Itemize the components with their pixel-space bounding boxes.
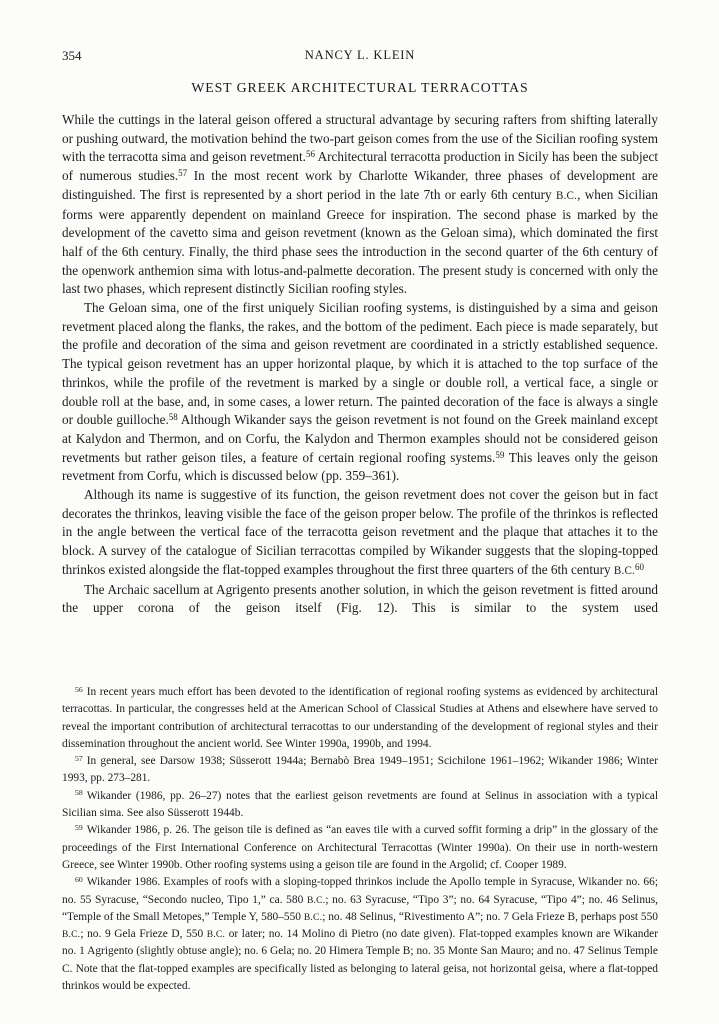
footnote-number: 60 xyxy=(75,874,83,884)
footnote-number: 59 xyxy=(75,822,83,832)
footnote: $^{58}$ Wikander (1986, pp. 26–27) notes that the earliest geison revetments are found at Selinus in association with a typical Sicilian sima. See also Süsserott 1944b. xyxy=(62,788,658,820)
small-caps-bc: B.C. xyxy=(303,911,323,923)
page-header xyxy=(62,48,658,64)
article-body xyxy=(62,111,658,618)
footnote: $^{59}$ Wikander 1986, p. 26. The geison tile is defined as “an eaves tile with a curved soffit forming a drip” in the glossary of the proceedings of the First International Conference on Architectural Terracottas (Winter 1990a). On their use in north-western Greece, see Winter 1990b. Other roofing systems using a geison tile are found in the Argolid; cf. Cooper 1989. xyxy=(62,822,658,871)
small-caps-bc: B.C. xyxy=(62,929,81,941)
footnote-number: 56 xyxy=(75,684,83,694)
footnote: $^{57}$ In general, see Darsow 1938; Süsserott 1944a; Bernabò Brea 1949–1951; Scichilone 1961–1962; Wikander 1986; Winter 1993, pp. 273–281. xyxy=(62,753,658,785)
page-number: 354 xyxy=(62,48,82,63)
body-paragraph: While the cuttings in the lateral geison offered a structural advantage by securing rafters from shifting laterally or pushing outward, the motivation behind the two-part geison comes from the use of the Sicilian roofing system with the terracotta sima and geison revetment.$^{56}$ Architectural terracotta production in Sicily has been the subject of numerous studies.$^{57}$ In the most recent work by Charlotte Wikander, three phases of development are distinguished. The first is represented by a short period in the late 7th or early 6th century B.C., when Sicilian forms were apparently dependent on mainland Greece for inspiration. The second phase is marked by the development of the cavetto sima and geison revetment (known as the Geloan sima), which dominated the first half of the 6th century. Finally, the third phase sees the introduction in the second quarter of the 6th century of the openwork anthemion sima with lotus-and-palmette decoration. The present study is concerned with only the last two phases, which represent distinctly Sicilian roofing styles. xyxy=(62,112,658,297)
footnotes xyxy=(62,684,658,995)
article-title: WEST GREEK ARCHITECTURAL TERRACOTTAS xyxy=(191,80,529,95)
small-caps-bc: B.C. xyxy=(206,929,226,941)
body-paragraph: The Archaic sacellum at Agrigento presents another solution, in which the geison revetment is fitted around the upper corona of the geison itself (Fig. 12). This is similar to the system used xyxy=(62,581,658,616)
footnote: $^{60}$ Wikander 1986. Examples of roofs with a sloping-topped thrinkos include the Apollo temple in Syracuse, Wikander no. 66; no. 55 Syracuse, “Secondo nucleo, Tipo 1,” ca. 580 B.C.; no. 63 Syracuse, “Tipo 3”; no. 64 Syracuse, “Tipo 4”; no. 46 Selinus, “Temple of the Small Metopes,” Temple Y, 580–550 B.C.; no. 48 Selinus, “Rivestimento A”; no. 7 Gela Frieze B, perhaps post 550 B.C.; no. 9 Gela Frieze D, 550 B.C. or later; no. 14 Molino di Pietro (no date given). Flat-topped examples known are Wikander no. 1 Agrigento (slightly obtuse angle); no. 6 Gela; no. 20 Himera Temple B; no. 35 Monte San Mauro; and no. 47 Selinus Temple C. Note that the flat-topped examples are specifically listed as belonging to lateral geisa, not horizontal geisa, where a flat-topped thrinkos would be expected. xyxy=(62,874,659,993)
small-caps-bc: B.C. xyxy=(613,564,636,577)
footnote-ref: 59 xyxy=(495,449,505,460)
footnote-number: 58 xyxy=(75,788,83,798)
body-paragraph: Although its name is suggestive of its function, the geison revetment does not cover the geison but in fact decorates the thrinkos, leaving visible the face of the geison proper below. The profile of the thrinkos is reflected in the angle between the vertical face of the terracotta geison revetment and the plaque that attaches it to the block. A survey of the catalogue of Sicilian terracottas compiled by Wikander suggests that the sloping-topped thrinkos existed alongside the flat-topped examples throughout the first three quarters of the 6th century B.C.$^{60}$ xyxy=(62,487,658,577)
running-head: NANCY L. KLEIN xyxy=(304,48,416,62)
footnote-ref: 58 xyxy=(168,412,178,423)
footnote: $^{56}$ In recent years much effort has been devoted to the identification of regional roofing systems as evidenced by architectural terracottas. In particular, the congresses held at the American School of Classical Studies at Athens and elsewhere have served to reveal the important contribution of architectural terracottas to our understanding of the development of regional styles and their dissemination throughout the ancient world. See Winter 1990a, 1990b, and 1994. xyxy=(62,684,658,750)
small-caps-bc: B.C. xyxy=(555,189,578,202)
footnote-ref: 60 xyxy=(635,561,644,572)
body-paragraph: The Geloan sima, one of the first uniquely Sicilian roofing systems, is distinguished by a sima and geison revetment placed along the flanks, the rakes, and the bottom of the pediment. Each piece is made separately, but the profile and decoration of the sima and geison revetment are coordinated in a strictly established sequence. The typical geison revetment has an upper horizontal plaque, by which it is attached to the top surface of the thrinkos, while the profile of the revetment is marked by a single or double roll, a vertical face, a single or double roll at the base, and, in some cases, a lower return. The painted decoration of the face is always a single or double guilloche.$^{58}$ Although Wikander says the geison revetment is not found on the Greek mainland except at Kalydon and Thermon, and on Corfu, the Kalydon and Thermon examples should not be considered geison revetments but rather geison tiles, a feature of certain regional roofing systems.$^{59}$ This leaves only the geison revetment from Corfu, which is discussed below (pp. 359–361). xyxy=(62,300,658,484)
small-caps-bc: B.C. xyxy=(306,894,326,906)
footnote-number: 57 xyxy=(75,753,83,763)
footnote-ref: 56 xyxy=(305,149,315,160)
footnote-ref: 57 xyxy=(178,168,188,179)
